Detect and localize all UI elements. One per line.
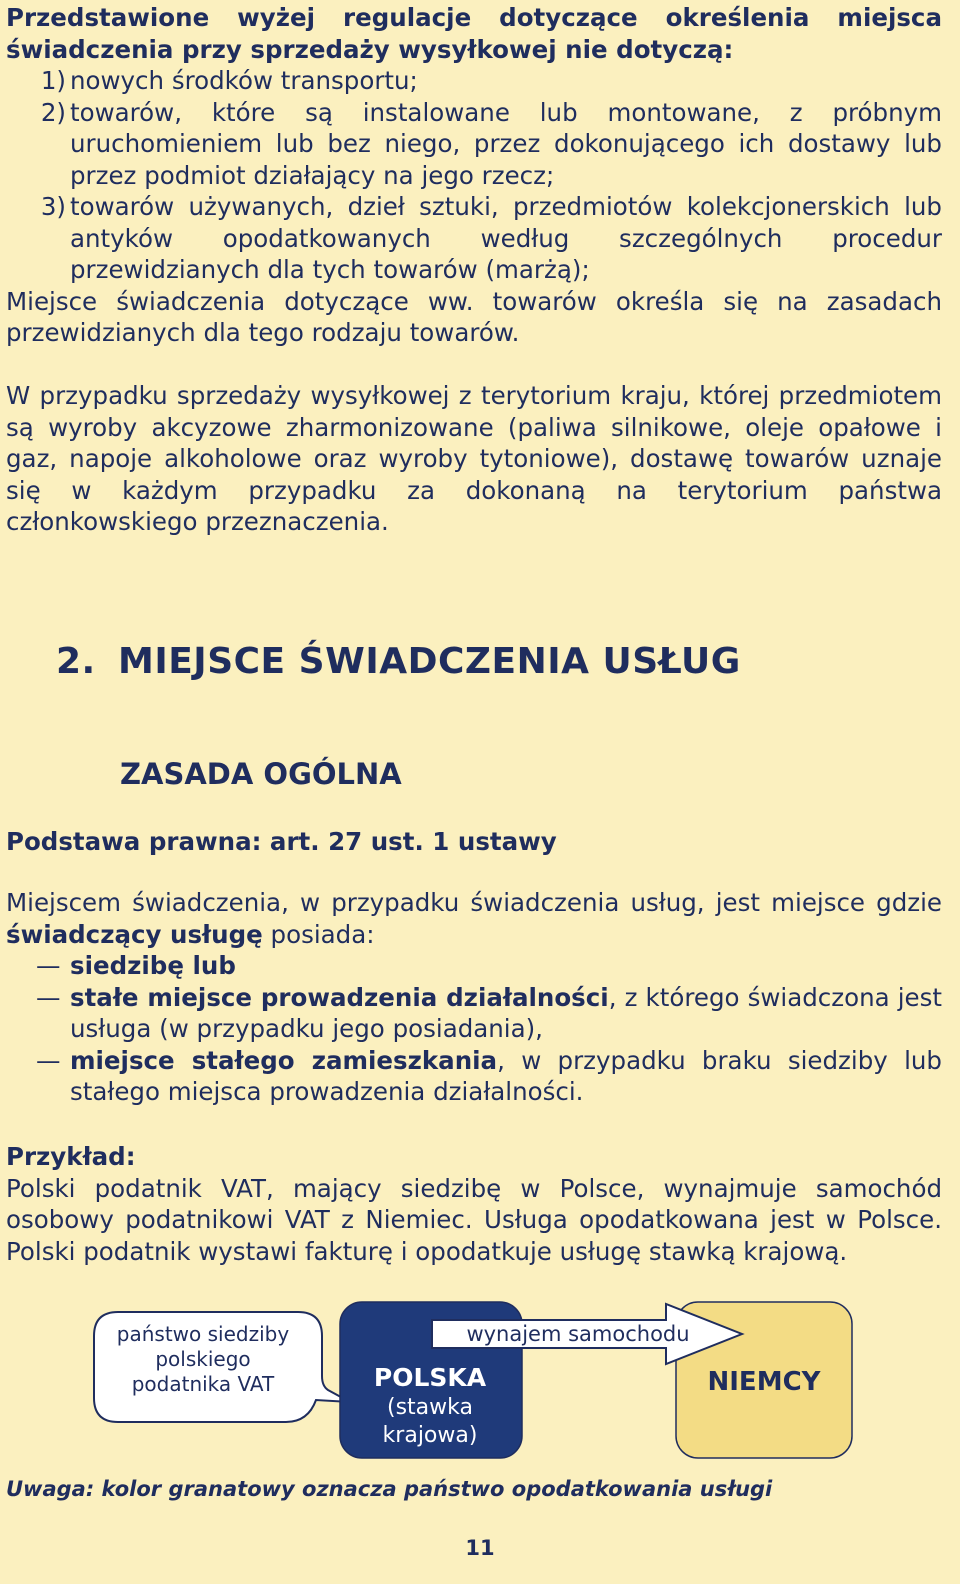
diagram-note: Uwaga: kolor granatowy oznacza państwo opodatkowania usługi (6, 1477, 773, 1501)
example-label: Przykład: (6, 1142, 136, 1171)
section-number: 2. (56, 641, 96, 682)
list-item: — siedzibę lub (36, 951, 236, 980)
bubble-line: państwo siedziby (116, 1322, 290, 1346)
legal-basis-section (6, 826, 942, 858)
rule-lead: Miejscem świadczenia, w przypadku świadczenia usług, jest miejsce gdzie świadczący usługę posiada: (6, 888, 942, 949)
list-item: — miejsce stałego zamieszkania, w przypadku braku siedziby lub stałego miejsca prowadzenia działalności. (36, 1045, 942, 1106)
rule-section (6, 887, 942, 1108)
poland-label: POLSKA (373, 1363, 487, 1392)
list-item: 2) towarów, które są instalowane lub montowane, z próbnym uruchomieniem lub bez niego, przez dokonującego ich dostawy lub przez podmiot działający na jego rzecz; (40, 97, 942, 190)
excise-section (6, 380, 942, 538)
legal-basis: Podstawa prawna: art. 27 ust. 1 ustawy (6, 827, 557, 856)
arrow-label: wynajem samochodu (466, 1322, 690, 1346)
intro-lead: Przedstawione wyżej regulacje dotyczące określenia miejsca świadczenia przy sprzedaży wysyłkowej nie dotyczą: (6, 3, 942, 64)
list-item: 1) nowych środków transportu; (40, 66, 418, 95)
section-heading (56, 641, 741, 682)
exclusion-list (6, 65, 942, 286)
excise-paragraph: W przypadku sprzedaży wysyłkowej z terytorium kraju, której przedmiotem są wyroby akcyzowe zharmonizowane (paliwa silnikowe, oleje opałowe i gaz, napoje alkoholowe oraz wyroby tytoniowe), dostawę towarów uznaje się w każdym przypadku za dokonaną na terytorium państwa członkowskiego przeznaczenia. (6, 381, 942, 536)
tax-place-diagram (0, 1290, 960, 1470)
bubble-line: polskiego (155, 1347, 251, 1371)
page-number: 11 (465, 1536, 495, 1560)
germany-label: NIEMCY (707, 1367, 821, 1397)
list-item: 3) towarów używanych, dzieł sztuki, przedmiotów kolekcjonerskich lub antyków opodatkowanych według szczególnych procedur przewidzianych dla tych towarów (marżą); (40, 192, 942, 284)
rule-bullets (6, 950, 942, 1108)
poland-rate-line: krajowa) (382, 1423, 478, 1448)
intro-closing: Miejsce świadczenia dotyczące ww. towarów określa się na zasadach przewidzianych dla tego rodzaju towarów. (6, 286, 942, 347)
subsection-heading: ZASADA OGÓLNA (120, 757, 402, 791)
intro-section (6, 2, 942, 349)
list-item: — stałe miejsce prowadzenia działalności, z którego świadczona jest usługa (w przypadku jego posiadania), (36, 982, 942, 1043)
example-text: Polski podatnik VAT, mający siedzibę w Polsce, wynajmuje samochód osobowy podatnikowi VAT z Niemiec. Usługa opodatkowana jest w Polsce. Polski podatnik wystawi fakturę i opodatkuje usługę stawką krajową. (6, 1173, 942, 1266)
section-title: MIEJSCE ŚWIADCZENIA USŁUG (118, 641, 741, 682)
bubble-line: podatnika VAT (131, 1372, 275, 1396)
example-section (6, 1141, 942, 1267)
poland-rate-line: (stawka (387, 1395, 473, 1420)
